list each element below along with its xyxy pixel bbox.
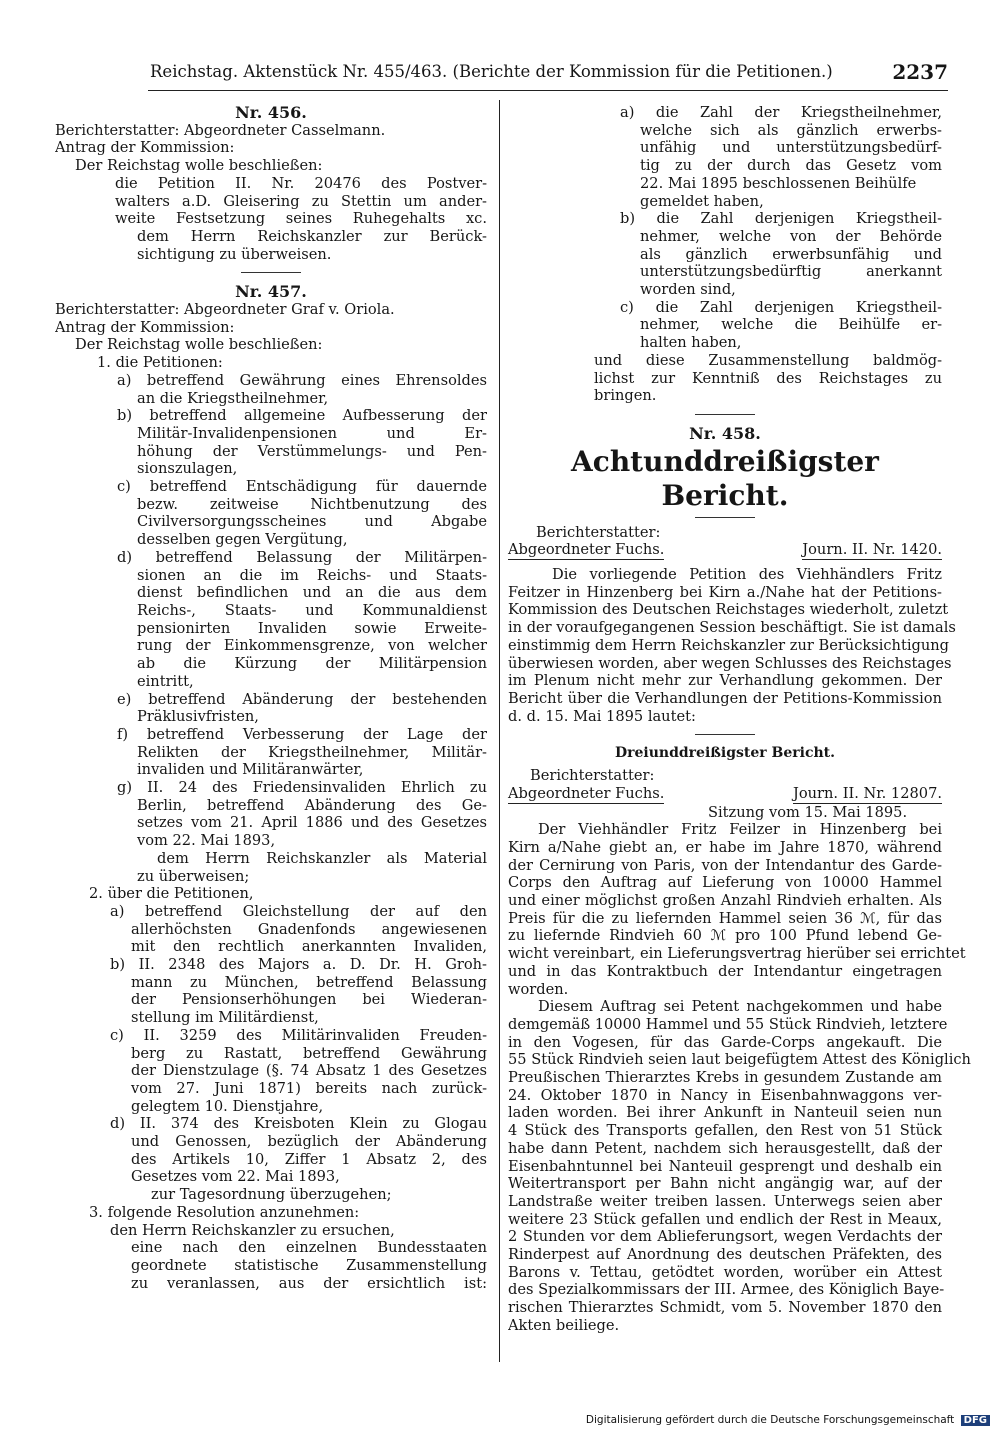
text-line: lichst zur Kenntniß des Reichstages zu	[594, 369, 942, 387]
text-line: a) betreffend Gewährung eines Ehrensoldes	[117, 371, 487, 389]
text-line: f) betreffend Verbesserung der Lage der	[117, 725, 487, 743]
text-line: d) betreffend Belassung der Militärpen-	[117, 548, 487, 566]
text-line: invaliden und Militäranwärter,	[137, 761, 364, 779]
text-line: Kommission des Deutschen Reichstages wiederholt, zuletzt	[508, 601, 949, 619]
digitization-credit	[586, 1414, 990, 1426]
text-line: der Cernirung von Paris, von der Intendantur des Garde-	[508, 856, 942, 874]
text-line: halten haben,	[640, 334, 742, 352]
page-header	[150, 58, 950, 86]
text-line: als gänzlich erwerbsunfähig und	[640, 245, 942, 263]
title-underline	[695, 517, 755, 518]
text-line: Preußischen Thierarztes Krebs in gesundem Zustande am	[508, 1069, 942, 1087]
text-line: überwiesen worden, aber wegen Schlusses des Reichstages	[508, 654, 952, 672]
sub-reporter-row	[508, 785, 942, 804]
text-line: zu überweisen;	[137, 867, 250, 885]
text-line: c) betreffend Entschädigung für dauernde	[117, 478, 487, 496]
text-line: b) II. 2348 des Majors a. D. Dr. H. Groh-	[110, 956, 487, 974]
reporter-label: Berichterstatter:	[536, 523, 661, 541]
text-line: des Spezialkommissars der III. Armee, des Königlich Baye-	[508, 1281, 945, 1299]
text-line: und Genossen, bezüglich der Abänderung	[131, 1133, 487, 1151]
text-line: sionszulagen,	[137, 460, 238, 478]
text-line: Landstraße weiter treiben lassen. Unterwegs seien aber	[508, 1192, 942, 1210]
text-line: d) II. 374 des Kreisboten Klein zu Glogau	[110, 1115, 487, 1133]
text-line: tig zu der durch das Gesetz vom	[640, 157, 942, 175]
credit-text: Digitalisierung gefördert durch die Deutsche Forschungsgemeinschaft	[585, 1414, 955, 1426]
text-line: weite Festsetzung seines Ruhegehalts xc.	[115, 210, 487, 228]
sub-reporter-name: Abgeordneter Fuchs.	[508, 784, 665, 802]
section-separator	[695, 414, 755, 415]
section-heading-nr456: Nr. 456.	[235, 103, 307, 122]
text-line: welche sich als gänzlich erwerbs-	[640, 121, 942, 139]
text-line: stellung im Militärdienst,	[131, 1009, 319, 1027]
text-line: walters a.D. Gleisering zu Stettin um ander-	[115, 192, 487, 210]
text-line: setzes vom 21. April 1886 und des Gesetzes	[137, 814, 487, 832]
text-line: Barons v. Tettau, getödtet worden, worüber ein Attest	[508, 1263, 942, 1281]
text-line: an die Kriegstheilnehmer,	[137, 389, 329, 407]
sub-report-heading: Dreiunddreißigster Bericht.	[614, 745, 835, 762]
text-line: des Artikels 10, Ziffer 1 Absatz 2, des	[131, 1150, 487, 1168]
text-line: Civilversorgungsscheines und Abgabe	[137, 513, 487, 531]
section-separator	[241, 272, 301, 273]
text-line: b) betreffend allgemeine Aufbesserung der	[117, 407, 487, 425]
text-line: e) betreffend Abänderung der bestehenden	[117, 690, 487, 708]
text-line: Der Reichstag wolle beschließen:	[75, 336, 323, 354]
text-line: 2. über die Petitionen,	[89, 885, 254, 903]
text-line: worden sind,	[640, 281, 736, 299]
text-line: die Petition II. Nr. 20476 des Postver-	[115, 174, 487, 192]
text-line: zu liefernde Rindvieh 60 ℳ pro 100 Pfund lebend Ge-	[508, 927, 942, 945]
page-number: 2237	[892, 60, 948, 84]
column-divider	[499, 100, 500, 1362]
text-line: dem Herrn Reichskanzler als Material	[157, 849, 487, 867]
text-line: einstimmig dem Herrn Reichskanzler zur Berücksichtigung	[508, 636, 949, 654]
text-line: Bericht über die Verhandlungen der Petitions-Kommission	[508, 689, 942, 707]
right-column	[508, 104, 971, 1335]
text-line: demgemäß 10000 Hammel und 55 Stück Rindvieh, letztere	[508, 1015, 948, 1033]
text-line: unterstützungsbedürftig anerkannt	[640, 263, 942, 281]
text-line: wicht vereinbart, ein Lieferungsvertrag hierüber sei errichtet	[508, 945, 966, 963]
text-line: geordnete statistische Zusammenstellung	[131, 1257, 487, 1274]
text-line: d. d. 15. Mai 1895 lautet:	[508, 707, 696, 725]
text-line: 2 Stunden vor dem Ablieferungsort, wegen Verdachts der	[508, 1228, 942, 1246]
text-line: Weitertransport per Bahn nicht angängig war, auf der	[508, 1175, 942, 1193]
text-line: Preis für die zu liefernden Hammel seien 36 ℳ, für das	[508, 909, 942, 927]
text-line: 24. Oktober 1870 in Nancy in Eisenbahnwaggons ver-	[508, 1086, 942, 1104]
text-line: g) II. 24 des Friedensinvaliden Ehrlich zu	[117, 779, 487, 797]
text-line: mit den rechtlich anerkannten Invaliden,	[131, 938, 487, 956]
text-line: sionen an die im Reichs- und Staats-	[137, 566, 487, 584]
text-line: Der Viehhändler Fritz Feilzer in Hinzenberg bei	[538, 821, 942, 839]
text-line: Antrag der Kommission:	[55, 318, 235, 336]
text-line: Feitzer in Hinzenberg bei Kirn a./Nahe hat der Petitions-	[508, 583, 942, 601]
text-line: zu veranlassen, aus der ersichtlich ist:	[131, 1274, 487, 1292]
text-line: dem Herrn Reichskanzler zur Berück-	[137, 227, 487, 245]
text-line: der Dienstzulage (§. 74 Absatz 1 des Gesetzes	[131, 1062, 487, 1080]
report-title: Achtunddreißigster Bericht.	[571, 444, 879, 512]
text-line: Antrag der Kommission:	[55, 139, 235, 157]
text-line: 22. Mai 1895 beschlossenen Beihülfe	[640, 174, 917, 192]
reporter-name: Abgeordneter Fuchs.	[508, 541, 665, 559]
text-line: berg zu Rastatt, betreffend Gewährung	[131, 1044, 487, 1062]
text-line: Relikten der Kriegstheilnehmer, Militär-	[137, 743, 487, 761]
text-line: a) die Zahl der Kriegstheilnehmer,	[620, 104, 942, 121]
sub-reporter-label: Berichterstatter:	[530, 767, 655, 785]
text-line: Reichs-, Staats- und Kommunaldienst	[137, 601, 487, 619]
text-line: im Plenum nicht mehr zur Verhandlung gekommen. Der	[508, 672, 942, 690]
text-line: und in das Kontraktbuch der Intendantur eingetragen	[508, 962, 942, 980]
text-line: laden worden. Bei ihrer Ankunft in Nanteuil seien nun	[508, 1104, 942, 1122]
text-line: Berichterstatter: Abgeordneter Graf v. Oriola.	[55, 301, 395, 319]
running-title: Reichstag. Aktenstück Nr. 455/463. (Berichte der Kommission für die Petitionen.)	[150, 62, 833, 81]
text-line: Militär-Invalidenpensionen und Er-	[137, 424, 487, 442]
text-line: habe dann Petent, nachdem sich herausgestellt, daß der	[508, 1139, 942, 1157]
text-line: vom 22. Mai 1893,	[137, 832, 276, 850]
text-line: c) die Zahl derjenigen Kriegstheil-	[620, 298, 942, 316]
text-line: Akten beiliege.	[508, 1316, 620, 1334]
text-line: gelegtem 10. Dienstjahre,	[131, 1097, 324, 1115]
header-rule	[148, 90, 948, 91]
text-line: und einer möglichst großen Anzahl Rindvieh erhalten. Als	[508, 892, 942, 910]
text-line: der Pensionserhöhungen bei Wiederan-	[131, 991, 487, 1009]
journal-number: Journ. II. Nr. 1420.	[802, 541, 942, 559]
text-line: dienst befindlichen und an die aus dem	[137, 584, 487, 602]
text-line: Berlin, betreffend Abänderung des Ge-	[137, 796, 487, 814]
text-line: nehmer, welche die Beihülfe er-	[640, 316, 942, 334]
text-line: in der voraufgegangenen Session beschäftigt. Sie ist damals	[508, 619, 956, 637]
text-line: Berichterstatter: Abgeordneter Casselmann.	[55, 121, 386, 139]
text-line: 55 Stück Rindvieh seien laut beigefügtem Attest des Königlich	[508, 1051, 971, 1069]
text-line: rung der Einkommensgrenze, von welcher	[137, 637, 487, 655]
text-line: weitere 23 Stück gefallen und endlich der Rest in Meaux,	[508, 1210, 942, 1228]
left-column	[55, 104, 487, 1292]
text-line: eine nach den einzelnen Bundesstaaten	[131, 1239, 487, 1257]
text-line: b) die Zahl derjenigen Kriegstheil-	[620, 210, 942, 228]
text-line: bezw. zeitweise Nichtbenutzung des	[137, 495, 487, 513]
text-line: a) betreffend Gleichstellung der auf den	[110, 902, 487, 920]
section-heading-nr457: Nr. 457.	[235, 282, 307, 302]
text-line: allerhöchsten Gnadenfonds angewiesenen	[131, 920, 487, 938]
text-line: Der Reichstag wolle beschließen:	[75, 157, 323, 175]
text-line: zur Tagesordnung überzugehen;	[151, 1186, 392, 1204]
text-line: pensionirten Invaliden sowie Erweite-	[137, 619, 487, 637]
text-line: in den Vogesen, für das Garde-Corps angekauft. Die	[508, 1033, 942, 1051]
text-line: rischen Thierarztes Schmidt, vom 5. November 1870 den	[508, 1299, 942, 1317]
text-line: Die vorliegende Petition des Viehhändlers Fritz	[552, 566, 942, 584]
section-separator	[695, 734, 755, 735]
text-line: Präklusivfristen,	[137, 708, 259, 726]
dfg-logo: DFG	[961, 1415, 990, 1426]
text-line: Eisenbahntunnel bei Nanteuil gesprengt und deshalb ein	[508, 1157, 942, 1175]
sub-journal-number: Journ. II. Nr. 12807.	[793, 784, 942, 802]
text-line: unfähig und unterstützungsbedürf-	[640, 139, 942, 157]
text-line: 1. die Petitionen:	[97, 354, 223, 372]
text-line: bringen.	[594, 387, 657, 405]
text-line: gemeldet haben,	[640, 192, 764, 210]
text-line: sichtigung zu überweisen.	[137, 245, 332, 263]
text-line: Kirn a/Nahe giebt an, er habe im Jahre 1870, während	[508, 838, 942, 856]
text-line: höhung der Verstümmelungs- und Pen-	[137, 442, 487, 460]
text-line: Corps den Auftrag auf Lieferung von 10000 Hammel	[508, 874, 942, 892]
text-line: Diesem Auftrag sei Petent nachgekommen und habe	[538, 998, 942, 1016]
text-line: desselben gegen Vergütung,	[137, 531, 348, 549]
text-line: Gesetzes vom 22. Mai 1893,	[131, 1168, 340, 1186]
section-heading-nr458: Nr. 458.	[689, 423, 761, 443]
session-date: Sitzung vom 15. Mai 1895.	[708, 803, 908, 821]
reporter-row	[508, 541, 942, 560]
text-line: eintritt,	[137, 672, 194, 690]
text-line: worden.	[508, 980, 569, 998]
text-line: c) II. 3259 des Militärinvaliden Freuden-	[110, 1026, 487, 1044]
text-line: 4 Stück des Transports gefallen, den Rest von 51 Stück	[508, 1122, 942, 1140]
text-line: den Herrn Reichskanzler zu ersuchen,	[110, 1221, 395, 1239]
text-line: und diese Zusammenstellung baldmög-	[594, 351, 942, 369]
text-line: nehmer, welche von der Behörde	[640, 227, 942, 245]
text-line: 3. folgende Resolution anzunehmen:	[89, 1203, 360, 1221]
text-line: mann zu München, betreffend Belassung	[131, 973, 487, 991]
text-line: vom 27. Juni 1871) bereits nach zurück-	[131, 1079, 487, 1097]
text-line: ab die Kürzung der Militärpension	[137, 655, 487, 673]
text-line: Rinderpest auf Anordnung des deutschen Präfekten, des	[508, 1246, 942, 1264]
